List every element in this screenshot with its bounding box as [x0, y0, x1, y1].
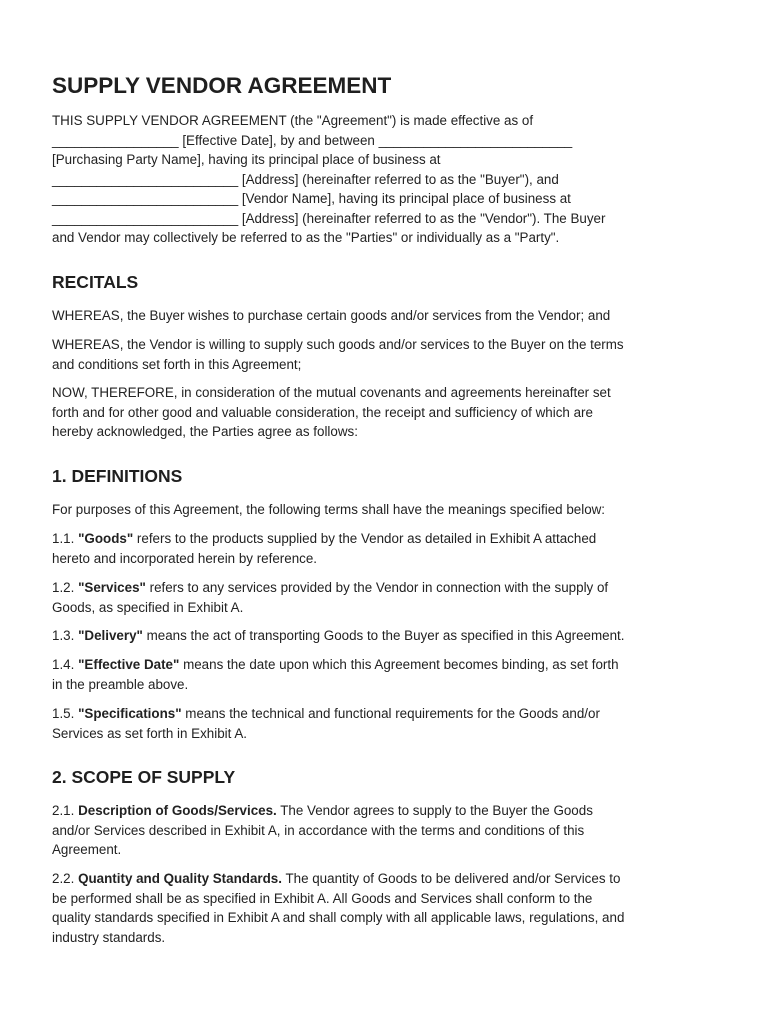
scope-text: The Vendor agrees to supply to the Buyer the Goods	[280, 803, 593, 818]
scope-first-line	[52, 801, 724, 821]
scope-continuation: and/or Services described in Exhibit A, in accordance with the terms and conditions of this	[52, 822, 585, 838]
definition-continuation: Services as set forth in Exhibit A.	[52, 725, 247, 741]
recital-line: NOW, THEREFORE, in consideration of the mutual covenants and agreements hereinafter set	[52, 385, 611, 400]
definition-number: 1.1.	[52, 531, 75, 546]
definition-item	[52, 704, 724, 743]
document-title: SUPPLY VENDOR AGREEMENT	[52, 73, 392, 98]
recital-paragraph	[52, 383, 724, 442]
recital-line: and conditions set forth in this Agreement;	[52, 356, 302, 372]
scope-text: The quantity of Goods to be delivered and/or Services to	[285, 871, 621, 886]
scope-continuation: industry standards.	[52, 929, 166, 945]
definition-first-line	[52, 704, 724, 724]
intro-line: _________________ [Effective Date], by and between __________________________	[52, 132, 573, 148]
definition-item	[52, 655, 724, 694]
scope-heading: 2. SCOPE OF SUPPLY	[52, 767, 236, 787]
definition-first-line	[52, 529, 724, 549]
definition-text: means the act of transporting Goods to the Buyer as specified in this Agreement.	[146, 628, 625, 643]
intro-line: _________________________ [Vendor Name], having its principal place of business at	[52, 191, 571, 206]
definition-item	[52, 626, 724, 646]
definition-term: "Goods"	[78, 531, 134, 546]
definitions-intro	[52, 500, 724, 520]
scope-number: 2.2.	[52, 871, 75, 886]
intro-line: THIS SUPPLY VENDOR AGREEMENT (the "Agreement") is made effective as of	[52, 113, 534, 128]
intro-paragraph	[52, 111, 724, 248]
definition-text: means the technical and functional requirements for the Goods and/or	[185, 706, 600, 721]
intro-line: and Vendor may collectively be referred to as the "Parties" or individually as a "Party".	[52, 230, 560, 245]
scope-item	[52, 801, 724, 860]
definition-text: refers to the products supplied by the Vendor as detailed in Exhibit A attached	[136, 531, 597, 546]
definition-first-line	[52, 626, 724, 646]
definition-first-line	[52, 655, 724, 675]
intro-line: _________________________ [Address] (hereinafter referred to as the "Buyer"), and	[52, 171, 559, 187]
definition-continuation: Goods, as specified in Exhibit A.	[52, 599, 244, 615]
definition-first-line	[52, 578, 724, 598]
scope-item	[52, 869, 724, 947]
scope-continuation: quality standards specified in Exhibit A and shall comply with all applicable laws, regulations, and	[52, 910, 625, 925]
definition-text: refers to any services provided by the Vendor in connection with the supply of	[149, 580, 609, 595]
scope-number: 2.1.	[52, 803, 75, 818]
definition-term: "Services"	[78, 580, 146, 595]
intro-line: [Purchasing Party Name], having its principal place of business at	[52, 152, 441, 167]
recital-line: hereby acknowledged, the Parties agree as follows:	[52, 424, 358, 439]
recital-paragraph	[52, 306, 724, 326]
scope-continuation: Agreement.	[52, 842, 122, 857]
scope-term: Quantity and Quality Standards.	[78, 871, 282, 886]
recitals-heading: RECITALS	[52, 272, 139, 292]
scope-continuation: be performed shall be as specified in Exhibit A. All Goods and Services shall conform to the	[52, 890, 593, 906]
definition-term: "Specifications"	[78, 706, 182, 721]
definition-number: 1.4.	[52, 657, 75, 672]
definition-number: 1.3.	[52, 628, 75, 643]
definition-continuation: in the preamble above.	[52, 676, 189, 692]
recital-line: forth and for other good and valuable consideration, the receipt and sufficiency of which are	[52, 404, 593, 420]
scope-first-line	[52, 869, 724, 889]
scope-term: Description of Goods/Services.	[78, 803, 277, 818]
definition-number: 1.5.	[52, 706, 75, 721]
definition-number: 1.2.	[52, 580, 75, 595]
definition-continuation: hereto and incorporated herein by reference.	[52, 550, 318, 566]
recital-line: WHEREAS, the Buyer wishes to purchase certain goods and/or services from the Vendor; and	[52, 308, 611, 323]
definition-term: "Delivery"	[78, 628, 143, 643]
definition-item	[52, 578, 724, 617]
definitions-heading: 1. DEFINITIONS	[52, 466, 183, 486]
definition-term: "Effective Date"	[78, 657, 180, 672]
intro-line: _________________________ [Address] (hereinafter referred to as the "Vendor"). The Buyer	[52, 210, 606, 226]
definitions-intro-line: For purposes of this Agreement, the following terms shall have the meanings specified below:	[52, 502, 606, 517]
recital-paragraph	[52, 335, 724, 374]
definition-text: means the date upon which this Agreement becomes binding, as set forth	[183, 657, 619, 672]
recital-line: WHEREAS, the Vendor is willing to supply such goods and/or services to the Buyer on the terms	[52, 337, 624, 352]
definition-item	[52, 529, 724, 568]
